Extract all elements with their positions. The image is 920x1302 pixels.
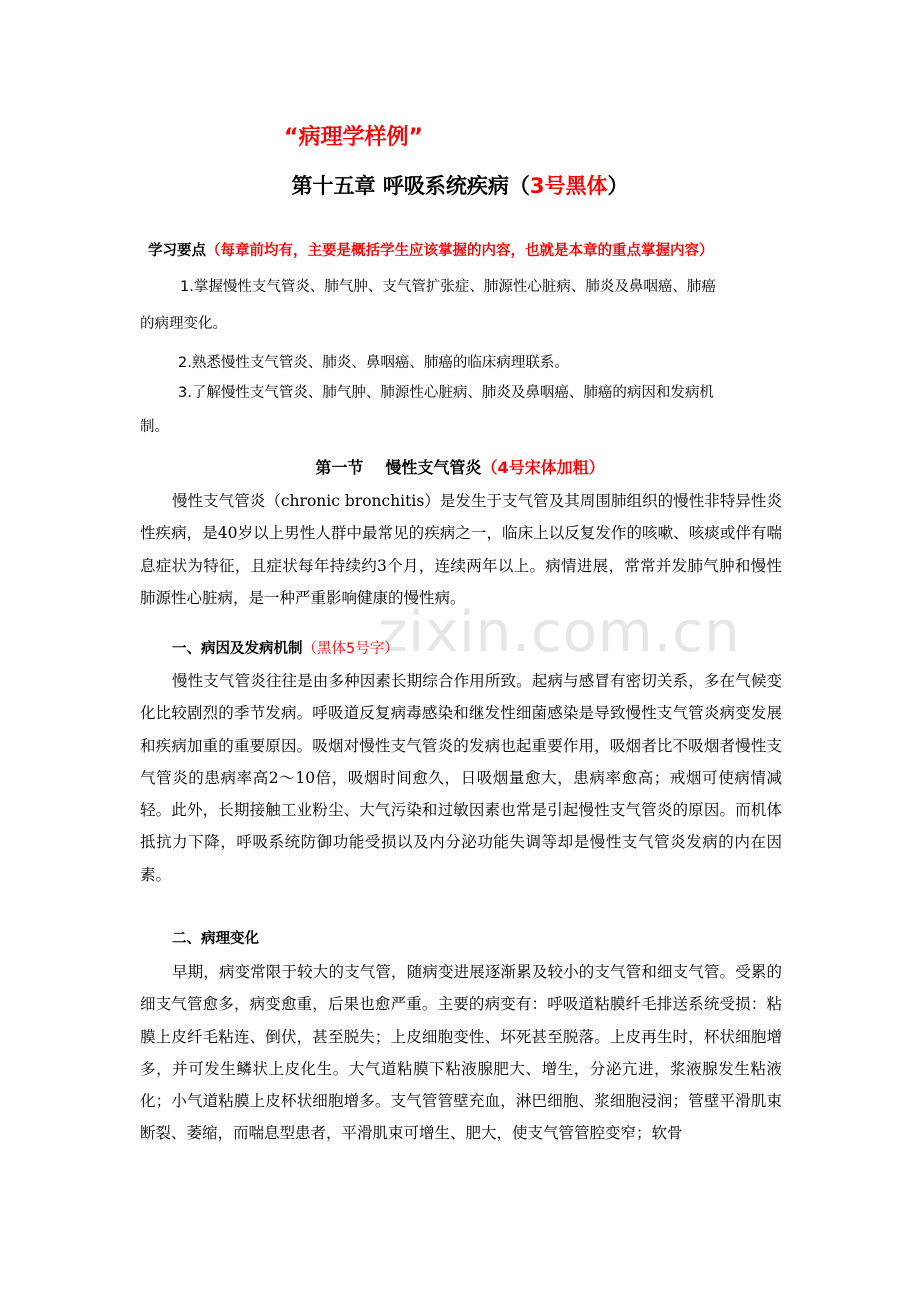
section-number: 第一节 [315, 458, 364, 477]
watermark: zixin.com.cn [378, 600, 741, 665]
subsection-pathology-heading: 二、病理变化 [172, 931, 259, 947]
chapter-title-text: 第十五章 呼吸系统疾病（ [291, 174, 530, 198]
key-points-heading [148, 239, 714, 260]
key-points-note: （每章前均有，主要是概括学生应该掌握的内容，也就是本章的重点掌握内容） [206, 243, 714, 259]
key-point-1-line-2: 的病理变化。 [140, 316, 227, 332]
section-title [0, 455, 920, 478]
cause-paragraph: 慢性支气管炎往往是由多种因素长期综合作用所致。起病与感冒有密切关系，多在气候变化比较剧烈的季节发病。呼吸道反复病毒感染和继发性细菌感染是导致慢性支气管炎病变发展和疾病加重的重要原因。吸烟对慢性支气管炎的发病也起重要作用，吸烟者比不吸烟者慢性支气管炎的患病率高2～10倍，吸烟时间愈久，日吸烟量愈大，患病率愈高；戒烟可使病情减轻。此外，长期接触工业粉尘、大气污染和过敏因素也常是引起慢性支气管炎的原因。而机体抵抗力下降，呼吸系统防御功能受损以及内分泌功能失调等却是慢性支气管炎发病的内在因素。 [140, 672, 782, 884]
chapter-title-note: 3号黑体 [529, 174, 608, 198]
pathology-paragraph: 早期，病变常限于较大的支气管，随病变进展逐渐累及较小的支气管和细支气管。受累的细支气管愈多，病变愈重，后果也愈严重。主要的病变有：呼吸道粘膜纤毛排送系统受损：粘膜上皮纤毛粘连、倒伏，甚至脱失；上皮细胞变性、坏死甚至脱落。上皮再生时，杯状细胞增多，并可发生鳞状上皮化生。大气道粘膜下粘液腺肥大、增生，分泌亢进，浆液腺发生粘液化；小气道粘膜上皮杯状细胞增多。支气管管壁充血，淋巴细胞、浆细胞浸润；管壁平滑肌束断裂、萎缩，而喘息型患者，平滑肌束可增生、肥大，使支气管管腔变窄；软骨 [140, 963, 782, 1143]
subsection-cause-heading [172, 637, 399, 658]
chapter-title-close: ） [607, 174, 629, 198]
chapter-title [0, 170, 920, 200]
key-point-3-line-2: 制。 [140, 419, 169, 435]
section-note: （4号宋体加粗） [481, 458, 605, 477]
subsection-cause-title: 一、病因及发病机制 [172, 641, 303, 657]
section-name: 慢性支气管炎 [385, 458, 482, 477]
key-points-label: 学习要点 [148, 243, 206, 259]
sample-title: “病理学样例” [284, 125, 423, 150]
key-point-1-line-1: 1.掌握慢性支气管炎、肺气肿、支气管扩张症、肺源性心脏病、肺炎及鼻咽癌、肺癌 [180, 279, 716, 295]
key-point-3-line-1: 3.了解慢性支气管炎、肺气肿、肺源性心脏病、肺炎及鼻咽癌、肺癌的病因和发病机 [178, 385, 714, 401]
subsection-cause-note: （黑体5号字） [302, 641, 399, 657]
key-point-2: 2.熟悉慢性支气管炎、肺炎、鼻咽癌、肺癌的临床病理联系。 [178, 355, 569, 371]
intro-paragraph: 慢性支气管炎（chronic bronchitis）是发生于支气管及其周围肺组织的慢性非特异性炎性疾病，是40岁以上男性人群中最常见的疾病之一，临床上以反复发作的咳嗽、咳痰或伴有喘息症状为特征，且症状每年持续约3个月，连续两年以上。病情进展，常常并发肺气肿和慢性肺源性心脏病，是一种严重影响健康的慢性病。 [140, 492, 782, 607]
